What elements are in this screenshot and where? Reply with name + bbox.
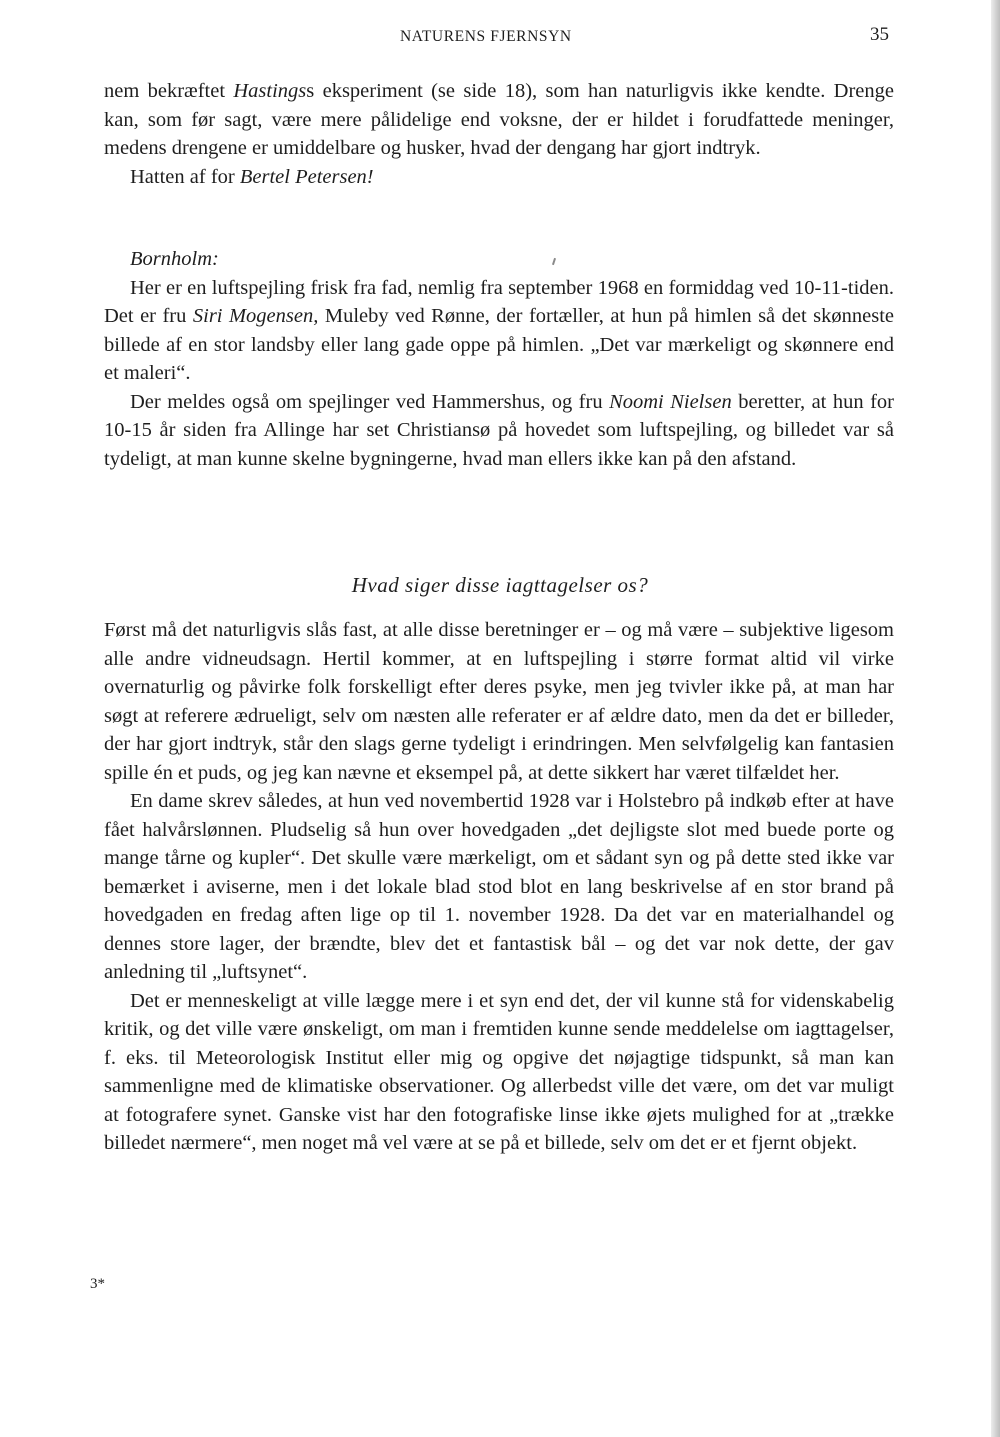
paragraph-text: s eksperiment (se side 18), som han naturligvis ikke kendte. Drenge kan, som før sagt, være mere pålidelige end voksne, der er hildet i forudfattede meninger, medens drengene er umiddelbare og husker, hvad der dengang har gjort indtryk. xyxy=(104,80,894,159)
paragraph-holstebro: En dame skrev således, at hun ved novembertid 1928 var i Holstebro på indkøb efter at have fået halvårslønnen. Pludselig så hun over hovedgaden „det dejligste slot med buede porte og mange tårne og kupler“. Det skulle være mærkeligt, om et sådant syn og på dette sted ikke var bemærket i aviserne, men i det lokale blad stod blot en lang beskrivelse af en stor brand på hovedgaden en fredag aften lige op til 1. november 1928. Da det var en materialhandel og dennes store lager, der brændte, blev det et fantastisk bål – og det var nok dette, der gav anledning til „luftsynet“. xyxy=(104,790,894,983)
paragraph-text: Der meldes også om spejlinger ved Hammershus, og fru xyxy=(130,390,610,413)
person-name-italic: Siri Mogensen, xyxy=(192,305,319,327)
paragraph-scientific-criticism: Det er menneskeligt at ville lægge mere i et syn end det, der vil kunne stå for videnskabelig kritik, og det ville være ønskeligt, om man i fremtiden kunne sende meddelelse om iagttagelser, f. eks. til Meteorologisk Institut eller mig og opgive det nøjagtige tidspunkt, så man kan sammenligne med de klimatiske observationer. Og allerbedst ville det være, om det var muligt at fotografere synet. Ganske vist har den fotografiske linse ikke øjets mulighed for at „trække billedet nærmere“, men noget må vel være at se på et billede, selv om det er et fjernt objekt. xyxy=(104,989,894,1154)
paragraph-text: nem bekræftet xyxy=(104,80,234,102)
section-body xyxy=(104,616,894,1158)
paragraph-text: Her er en luftspejling frisk fra fad, nemlig fra september 1968 en formiddag ved 10-11-tiden. Det er fru xyxy=(104,276,894,327)
paragraph-text: Hatten af for xyxy=(130,165,240,188)
person-name-italic: Bertel Petersen! xyxy=(239,165,374,188)
signature-mark: 3* xyxy=(90,1276,105,1292)
bornholm-section xyxy=(104,245,894,473)
paragraph-hatten-af xyxy=(104,163,894,192)
paragraph-text: beretter, at hun for 10-15 år siden fra Allinge har set Christiansø på hovedet som luftspejling, og billedet var så tydeligt, at man kunne skelne bygningerne, hvad man ellers ikke kan på den afstand. xyxy=(104,390,894,470)
paragraph-hastings xyxy=(104,77,894,163)
person-name-italic: Noomi Nielsen xyxy=(609,390,732,413)
person-name-italic: Hastings xyxy=(233,80,307,102)
opening-text-block xyxy=(104,77,894,191)
paragraph-noomi-nielsen xyxy=(104,388,894,474)
paragraph-siri-mogensen xyxy=(104,274,894,388)
section-heading: Hvad siger disse iagttagelser os? xyxy=(351,573,649,597)
running-header-title: NATURENS FJERNSYN xyxy=(400,28,572,45)
page-edge-shadow xyxy=(991,0,1000,1437)
paragraph-subjective: Først må det naturligvis slås fast, at alle disse beretninger er – og må være – subjektive ligesom alle andre vidneudsagn. Hertil kommer, at en luftspejling i større format altid vil virke overnaturlig og påvirke folk forskelligt efter deres psyke, men jeg tvivler ikke på, at man har søgt at referere ædrueligt, selv om næsten alle referater er af ældre dato, men da det er billeder, der har gjort indtryk, står den slags gerne tydeligt i erindringen. Men selvfølgelig kan fantasien spille én et puds, og jeg kan nævne et eksempel på, at dette sikkert har været tilfældet her. xyxy=(104,619,894,784)
page-number: 35 xyxy=(870,24,889,45)
bornholm-subheading: Bornholm: xyxy=(130,248,219,270)
paragraph-text: Muleby ved Rønne, der fortæller, at hun på himlen så det skønneste billede af en stor landsby eller lang gade oppe på himlen. „Det var mærkeligt og skønnere end et maleri“. xyxy=(104,305,894,384)
